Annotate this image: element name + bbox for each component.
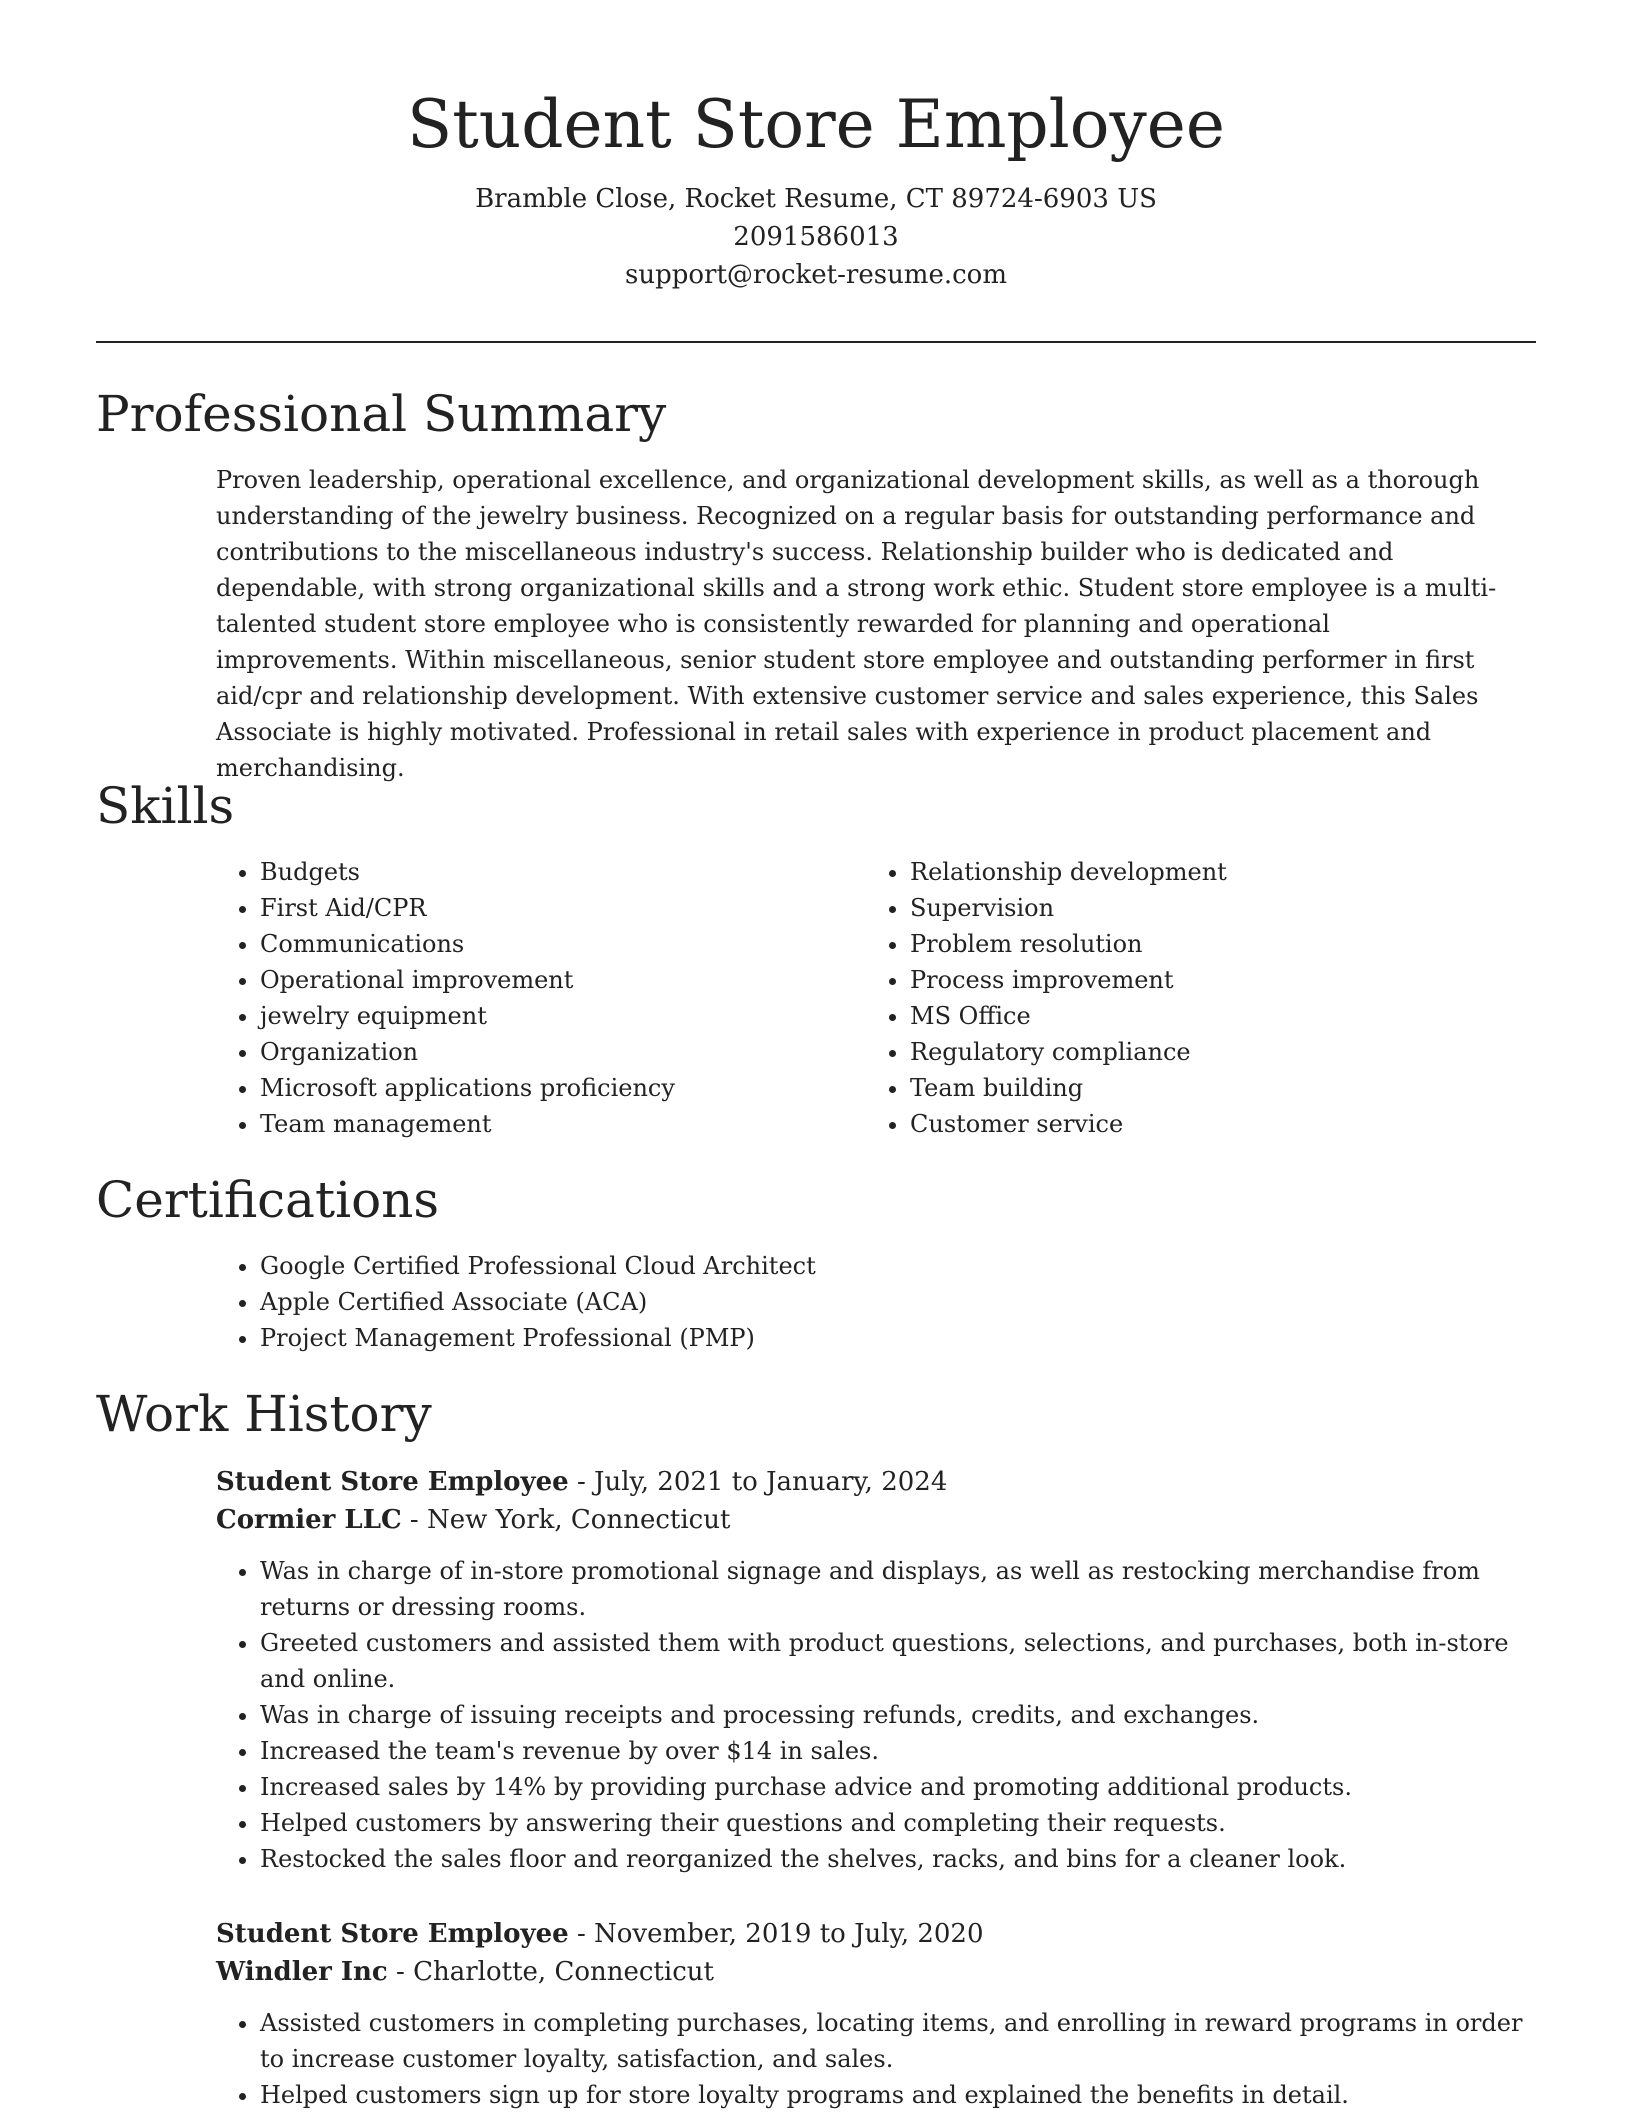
skill-item: • Organization: [260, 1034, 836, 1070]
job-duty: • Was in charge of in-store promotional signage and displays, as well as restocking merchandise from returns or dressing rooms.: [260, 1553, 1536, 1625]
job-title-line: [216, 1915, 1536, 1953]
job-duty: • Helped customers sign up for store loyalty programs and explained the benefits in detail.: [260, 2077, 1536, 2112]
candidate-name: Student Store Employee: [407, 86, 1225, 163]
job-title: Student Store Employee: [216, 1919, 569, 1949]
header-divider: [96, 341, 1536, 343]
job-company: Cormier LLC: [216, 1505, 402, 1535]
job-entry: [216, 1915, 1536, 2112]
summary-heading: Professional Summary: [96, 385, 667, 443]
job-dates: - November, 2019 to July, 2020: [568, 1919, 984, 1949]
skills-heading: Skills: [96, 777, 235, 835]
certification-item: • Google Certified Professional Cloud Architect: [260, 1248, 1516, 1284]
email: support@rocket-resume.com: [624, 260, 1007, 290]
skill-item: • Supervision: [910, 890, 1516, 926]
certification-item: • Project Management Professional (PMP): [260, 1320, 1516, 1356]
skill-item: • Regulatory compliance: [910, 1034, 1516, 1070]
skill-item: • Team building: [910, 1070, 1516, 1106]
skill-item: • Problem resolution: [910, 926, 1516, 962]
job-duty: • Was in charge of issuing receipts and processing refunds, credits, and exchanges.: [260, 1697, 1536, 1733]
skills-column-left: [216, 854, 836, 1142]
job-location: - New York, Connecticut: [401, 1505, 731, 1535]
job-location: - Charlotte, Connecticut: [387, 1957, 714, 1987]
job-duty: • Restocked the sales floor and reorganized the shelves, racks, and bins for a cleaner look.: [260, 1841, 1536, 1877]
job-company: Windler Inc: [216, 1957, 388, 1987]
skill-item: • Relationship development: [910, 854, 1516, 890]
summary-text: Proven leadership, operational excellence, and organizational development skills, as well as a thorough understanding of the jewelry business. Recognized on a regular basis for outstanding performance and contributions to the miscellaneous industry's success. Relationship builder who is dedicated and dependable, with strong organizational skills and a strong work ethic. Student store employee is a multi-talented student store employee who is consistently rewarded for planning and operational improvements. Within miscellaneous, senior student store employee and outstanding performer in first aid/cpr and relationship development. With extensive customer service and sales experience, this Sales Associate is highly motivated. Professional in retail sales with experience in product placement and merchandising.: [216, 466, 1497, 782]
certifications-heading: Certifications: [96, 1171, 440, 1229]
skill-item: • MS Office: [910, 998, 1516, 1034]
skill-item: • First Aid/CPR: [260, 890, 836, 926]
job-duty: • Increased sales by 14% by providing purchase advice and promoting additional products.: [260, 1769, 1536, 1805]
skill-item: • Communications: [260, 926, 836, 962]
skill-item: • jewelry equipment: [260, 998, 836, 1034]
skill-item: • Microsoft applications proficiency: [260, 1070, 836, 1106]
phone: 2091586013: [733, 222, 899, 252]
job-dates: - July, 2021 to January, 2024: [568, 1467, 948, 1497]
work-history-heading: Work History: [96, 1385, 432, 1443]
job-company-line: [216, 1501, 1536, 1539]
certification-item: • Apple Certified Associate (ACA): [260, 1284, 1516, 1320]
job-duties: [216, 2005, 1536, 2112]
address: Bramble Close, Rocket Resume, CT 89724-6903 US: [475, 184, 1157, 214]
skills-column-right: [866, 854, 1516, 1142]
job-duty: • Greeted customers and assisted them with product questions, selections, and purchases, both in-store and online.: [260, 1625, 1536, 1697]
skill-item: • Team management: [260, 1106, 836, 1142]
skill-item: • Operational improvement: [260, 962, 836, 998]
job-duty: • Assisted customers in completing purchases, locating items, and enrolling in reward programs in order to increase customer loyalty, satisfaction, and sales.: [260, 2005, 1536, 2077]
job-title-line: [216, 1463, 1536, 1501]
contact-info: [96, 180, 1536, 294]
resume-header: [96, 80, 1536, 294]
skill-item: • Process improvement: [910, 962, 1516, 998]
skill-item: • Customer service: [910, 1106, 1516, 1142]
job-duty: • Helped customers by answering their questions and completing their requests.: [260, 1805, 1536, 1841]
job-entry: [216, 1463, 1536, 1877]
job-duty: • Increased the team's revenue by over $14 in sales.: [260, 1733, 1536, 1769]
job-duties: [216, 1553, 1536, 1877]
job-company-line: [216, 1953, 1536, 1991]
skill-item: • Budgets: [260, 854, 836, 890]
certifications-list: [216, 1248, 1516, 1356]
job-title: Student Store Employee: [216, 1467, 569, 1497]
